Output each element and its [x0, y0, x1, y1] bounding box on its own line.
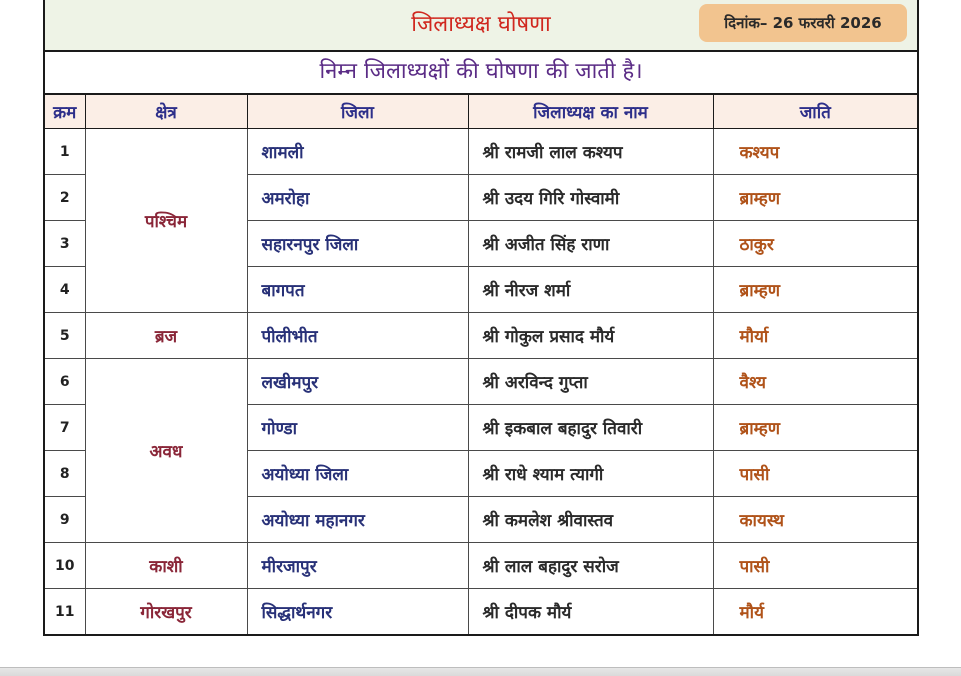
table-header-row [45, 95, 917, 129]
column-header-caste: जाति [713, 95, 917, 129]
serial-cell: 10 [45, 543, 85, 589]
serial-cell: 6 [45, 359, 85, 405]
district-cell: अयोध्या महानगर [247, 497, 468, 543]
caste-cell: मौर्य [713, 589, 917, 635]
district-cell: सिद्धार्थनगर [247, 589, 468, 635]
serial-cell: 3 [45, 221, 85, 267]
serial-cell: 5 [45, 313, 85, 359]
column-header-president-name: जिलाध्यक्ष का नाम [468, 95, 713, 129]
president-name-cell: श्री रामजी लाल कश्यप [468, 129, 713, 175]
president-name-cell: श्री अरविन्द गुप्ता [468, 359, 713, 405]
caste-cell: कश्यप [713, 129, 917, 175]
table-row [45, 129, 917, 175]
president-name-cell: श्री नीरज शर्मा [468, 267, 713, 313]
caste-cell: वैश्य [713, 359, 917, 405]
table-row [45, 589, 917, 635]
region-cell: गोरखपुर [85, 589, 247, 635]
date-badge: दिनांक– 26 फरवरी 2026 [699, 4, 907, 42]
column-header-serial: क्रम [45, 95, 85, 129]
district-cell: सहारनपुर जिला [247, 221, 468, 267]
region-cell: अवध [85, 359, 247, 543]
announcement-subtitle: निम्न जिलाध्यक्षों की घोषणा की जाती है। [45, 52, 917, 95]
column-header-district: जिला [247, 95, 468, 129]
district-cell: गोण्डा [247, 405, 468, 451]
district-cell: मीरजापुर [247, 543, 468, 589]
column-header-region: क्षेत्र [85, 95, 247, 129]
president-name-cell: श्री राधे श्याम त्यागी [468, 451, 713, 497]
table-row [45, 543, 917, 589]
serial-cell: 4 [45, 267, 85, 313]
serial-cell: 1 [45, 129, 85, 175]
serial-cell: 8 [45, 451, 85, 497]
caste-cell: ब्राम्हण [713, 405, 917, 451]
announcement-sheet [43, 0, 919, 636]
table-row [45, 359, 917, 405]
serial-cell: 7 [45, 405, 85, 451]
caste-cell: ठाकुर [713, 221, 917, 267]
region-cell: पश्चिम [85, 129, 247, 313]
region-cell: काशी [85, 543, 247, 589]
caste-cell: पासी [713, 543, 917, 589]
district-cell: अयोध्या जिला [247, 451, 468, 497]
caste-cell: मौर्या [713, 313, 917, 359]
page-title: जिलाध्यक्ष घोषणा [411, 12, 551, 37]
district-cell: पीलीभीत [247, 313, 468, 359]
caste-cell: ब्राम्हण [713, 175, 917, 221]
caste-cell: कायस्थ [713, 497, 917, 543]
district-cell: शामली [247, 129, 468, 175]
district-cell: अमरोहा [247, 175, 468, 221]
president-name-cell: श्री अजीत सिंह राणा [468, 221, 713, 267]
president-name-cell: श्री दीपक मौर्य [468, 589, 713, 635]
president-name-cell: श्री गोकुल प्रसाद मौर्य [468, 313, 713, 359]
serial-cell: 11 [45, 589, 85, 635]
president-name-cell: श्री लाल बहादुर सरोज [468, 543, 713, 589]
district-cell: लखीमपुर [247, 359, 468, 405]
table-row [45, 313, 917, 359]
region-cell: ब्रज [85, 313, 247, 359]
district-president-table [45, 95, 917, 634]
caste-cell: ब्राम्हण [713, 267, 917, 313]
caste-cell: पासी [713, 451, 917, 497]
serial-cell: 9 [45, 497, 85, 543]
president-name-cell: श्री इकबाल बहादुर तिवारी [468, 405, 713, 451]
president-name-cell: श्री उदय गिरि गोस्वामी [468, 175, 713, 221]
district-cell: बागपत [247, 267, 468, 313]
serial-cell: 2 [45, 175, 85, 221]
president-name-cell: श्री कमलेश श्रीवास्तव [468, 497, 713, 543]
header-bar [45, 0, 917, 52]
